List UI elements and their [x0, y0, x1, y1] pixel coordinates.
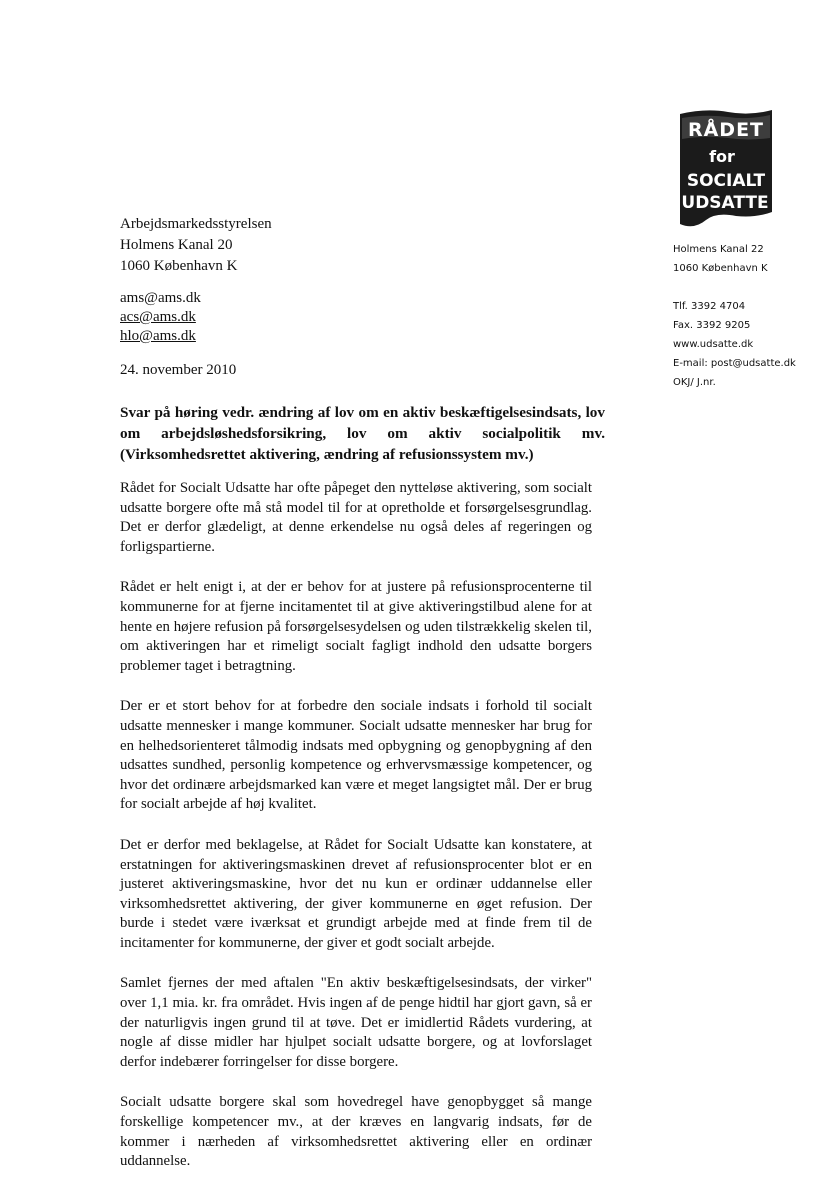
sender-reference: OKJ/ J.nr. [673, 377, 716, 388]
council-logo [676, 108, 776, 232]
sender-address-block [673, 240, 818, 392]
body-paragraph: Samlet fjernes der med aftalen "En aktiv beskæftigelsesindsats, der virker" over 1,1 mia. kr. fra området. Hvis ingen af de penge hidtil har gjort gavn, så er der naturligvis ingen grund til at tøve. Det er imidlertid Rådets vurdering, at nogle af disse midler har hjulpet socialt udsatte borgere, og at lovforslaget derfor indebærer forringelser for disse borgere. [120, 975, 592, 1070]
letter-subject: Svar på høring vedr. ændring af lov om en aktiv beskæftigelsesindsats, lov om arbejdsløshedsforsikring, lov om aktiv socialpolitik mv. (Virksomhedsrettet aktivering, ændring af refusionssystem mv.) [120, 404, 605, 463]
logo-line-1: RÅDET [687, 119, 765, 141]
email-hlo: hlo@ams.dk [120, 328, 196, 344]
recipient-emails [120, 289, 420, 346]
email-acs: acs@ams.dk [120, 309, 196, 325]
recipient-street: Holmens Kanal 20 [120, 237, 233, 253]
logo-line-2: for [709, 147, 735, 166]
recipient-name: Arbejdsmarkedsstyrelsen [120, 216, 272, 232]
sender-phone: Tlf. 3392 4704 [673, 301, 746, 312]
sender-website: www.udsatte.dk [673, 339, 754, 350]
email-ams: ams@ams.dk [120, 290, 201, 306]
letter-date: 24. november 2010 [120, 362, 237, 378]
body-paragraph: Det er derfor med beklagelse, at Rådet for Socialt Udsatte kan konstatere, at erstatningen for aktiveringsmaskinen drevet af refusionsprocenter blot er en justeret aktiveringsmaskine, hvor det nu kun er ordinær uddannelse eller virksomhedsrettet aktivering, der giver kommunerne en øget refusion. Der burde i stedet være iværksat et grundigt arbejde med at finde frem til de incitamenter for kommunerne, der giver et godt socialt arbejde. [120, 836, 592, 951]
letter-body [120, 479, 592, 1193]
recipient-city: 1060 København K [120, 258, 238, 274]
logo-line-4: UDSATTE [681, 193, 769, 213]
body-paragraph: Rådet for Socialt Udsatte har ofte påpeget den nytteløse aktivering, som socialt udsatte borgere ofte må stå model til for at opretholde et forsørgelsesgrundlag. Det er derfor glædeligt, at denne erkendelse nu også deles af regeringen og forligspartierne. [120, 480, 592, 555]
sender-street: Holmens Kanal 22 [673, 244, 764, 255]
body-paragraph: Socialt udsatte borgere skal som hovedregel have genopbygget så mange forskellige kompetencer mv., at der kræves en langvarig indsats, før de kommer i nærheden af virksomhedsrettet aktivering eller en ordinær uddannelse. [120, 1094, 592, 1170]
sender-fax: Fax. 3392 9205 [673, 320, 751, 331]
sender-email: E-mail: post@udsatte.dk [673, 358, 796, 369]
recipient-address-block [120, 214, 450, 277]
body-paragraph: Rådet er helt enigt i, at der er behov for at justere på refusionsprocenterne til kommunerne for at fjerne incitamentet til at give aktiveringstilbud alene for at hente en højere refusion på forsørgelsesydelsen og uden tilstrækkelig skelen til, om aktiveringen har et rimeligt socialt fagligt indhold den udsatte borgers problemer taget i betragtning. [120, 579, 592, 674]
council-logo-graphic [676, 108, 776, 232]
sender-city: 1060 København K [673, 263, 768, 274]
logo-line-3: SOCIALT [686, 171, 766, 191]
body-paragraph: Der er et stort behov for at forbedre den sociale indsats i forhold til socialt udsatte mennesker i mange kommuner. Socialt udsatte mennesker har brug for en helhedsorienteret tålmodig indsats med opbygning og genopbygning af den udsattes sundhed, personlig kompetence og erhvervsmæssige kompetencer, og hvor det ordinære arbejdsmarked kan være et meget langsigtet mål. Der er brug for socialt arbejde af høj kvalitet. [120, 698, 592, 813]
